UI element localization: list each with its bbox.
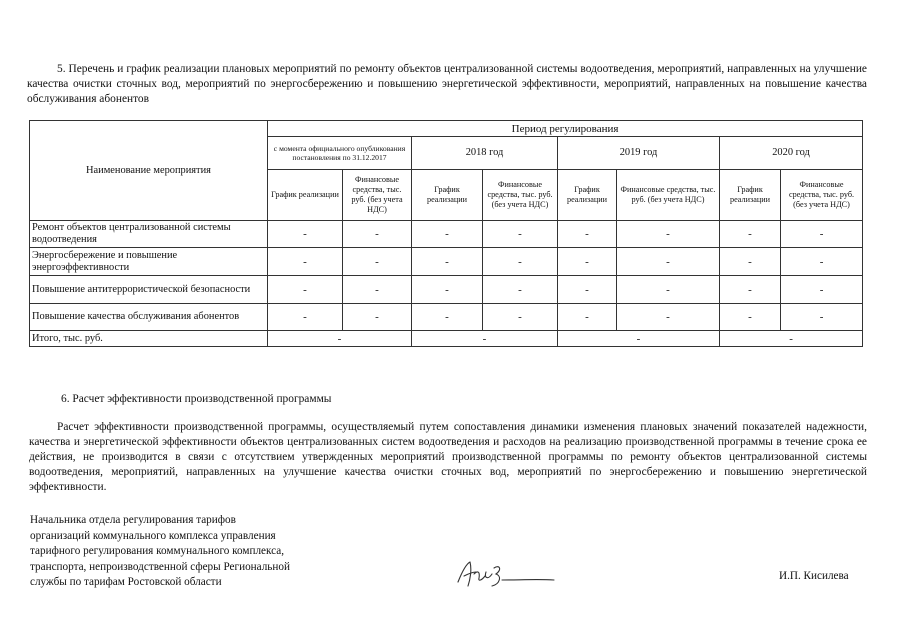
handwritten-signature (450, 550, 560, 595)
row-name: Повышение антитеррористической безопасности (30, 276, 268, 304)
table-cell: - (483, 276, 558, 304)
position-line: организаций коммунального комплекса управления (30, 529, 276, 542)
total-cell: - (412, 331, 558, 347)
plan-table (29, 120, 863, 347)
total-label: Итого, тыс. руб. (30, 331, 268, 347)
period-1-header: 2018 год (412, 137, 558, 170)
table-cell: - (781, 276, 863, 304)
table-cell: - (343, 276, 412, 304)
position-line: транспорта, непроизводственной сферы Региональной (30, 560, 290, 573)
table-row (30, 276, 863, 304)
table-cell: - (781, 221, 863, 248)
sub-finance-0: Финансовые средства, тыс. руб. (без учета НДС) (343, 170, 412, 221)
sub-finance-3: Финансовые средства, тыс. руб. (без учета НДС) (781, 170, 863, 221)
section-6-title: 6. Расчет эффективности производственной программы (61, 393, 332, 405)
sub-schedule-0: График реализации (268, 170, 343, 221)
table-cell: - (412, 304, 483, 331)
sub-finance-1: Финансовые средства, тыс. руб. (без учета НДС) (483, 170, 558, 221)
table-cell: - (558, 248, 617, 276)
period-3-header: 2020 год (720, 137, 863, 170)
table-cell: - (268, 276, 343, 304)
position-line: Начальника отдела регулирования тарифов (30, 514, 236, 526)
table-cell: - (343, 248, 412, 276)
row-name: Повышение качества обслуживания абонентов (30, 304, 268, 331)
period-2-header: 2019 год (558, 137, 720, 170)
total-cell: - (558, 331, 720, 347)
section-6-text: Расчет эффективности производственной программы, осуществляемый путем сопоставления динамики изменения плановых значений показателей надежности, качества и энергетической эффективности объектов централизованных систем водоотведения и расходов на реализацию производственной программы в течение срока ее действия, не производится в связи с отсутствием утвержденных мероприятий производственной программы по ремонту объектов централизованной системы водоотведения, мероприятий, направленных на улучшение качества очистки сточных вод, мероприятий по энергосбережению и повышению энергетической эффективности. (29, 421, 867, 493)
period-0-header: с момента официального опубликования постановления по 31.12.2017 (268, 137, 412, 170)
table-cell: - (720, 248, 781, 276)
table-cell: - (781, 304, 863, 331)
position-line: службы по тарифам Ростовской области (30, 576, 222, 588)
name-header: Наименование мероприятия (30, 121, 268, 221)
sub-finance-2: Финансовые средства, тыс. руб. (без учета НДС) (617, 170, 720, 221)
table-cell: - (268, 248, 343, 276)
table-cell: - (483, 248, 558, 276)
sub-schedule-1: График реализации (412, 170, 483, 221)
table-cell: - (781, 248, 863, 276)
total-row (30, 331, 863, 347)
table-cell: - (720, 304, 781, 331)
sub-schedule-2: График реализации (558, 170, 617, 221)
table-cell: - (483, 304, 558, 331)
table-cell: - (343, 221, 412, 248)
signatory-position (30, 513, 290, 591)
table-row (30, 248, 863, 276)
table-row (30, 221, 863, 248)
position-line: тарифного регулирования коммунального комплекса, (30, 545, 285, 557)
table-cell: - (558, 304, 617, 331)
total-cell: - (720, 331, 863, 347)
table-cell: - (617, 276, 720, 304)
row-name: Ремонт объектов централизованной системы водоотведения (30, 221, 268, 248)
table-cell: - (720, 221, 781, 248)
table-cell: - (558, 276, 617, 304)
table-cell: - (558, 221, 617, 248)
total-cell: - (268, 331, 412, 347)
table-cell: - (617, 304, 720, 331)
table-cell: - (268, 221, 343, 248)
table-cell: - (483, 221, 558, 248)
table-cell: - (343, 304, 412, 331)
table-cell: - (412, 221, 483, 248)
row-name: Энергосбережение и повышение энергоэффективности (30, 248, 268, 276)
period-header: Период регулирования (268, 121, 863, 137)
sub-schedule-3: График реализации (720, 170, 781, 221)
table-cell: - (412, 248, 483, 276)
section-5-text: 5. Перечень и график реализации плановых мероприятий по ремонту объектов централизованной системы водоотведения, мероприятий, направленных на улучшение качества очистки сточных вод, мероприятий по энергосбережению и повышению энергетической эффективности, мероприятий, направленных на повышение качества обслуживания абонентов (27, 63, 867, 105)
table-cell: - (412, 276, 483, 304)
signer-name: И.П. Кисилева (779, 570, 849, 582)
table-cell: - (617, 221, 720, 248)
table-cell: - (268, 304, 343, 331)
table-cell: - (617, 248, 720, 276)
table-cell: - (720, 276, 781, 304)
table-row (30, 304, 863, 331)
